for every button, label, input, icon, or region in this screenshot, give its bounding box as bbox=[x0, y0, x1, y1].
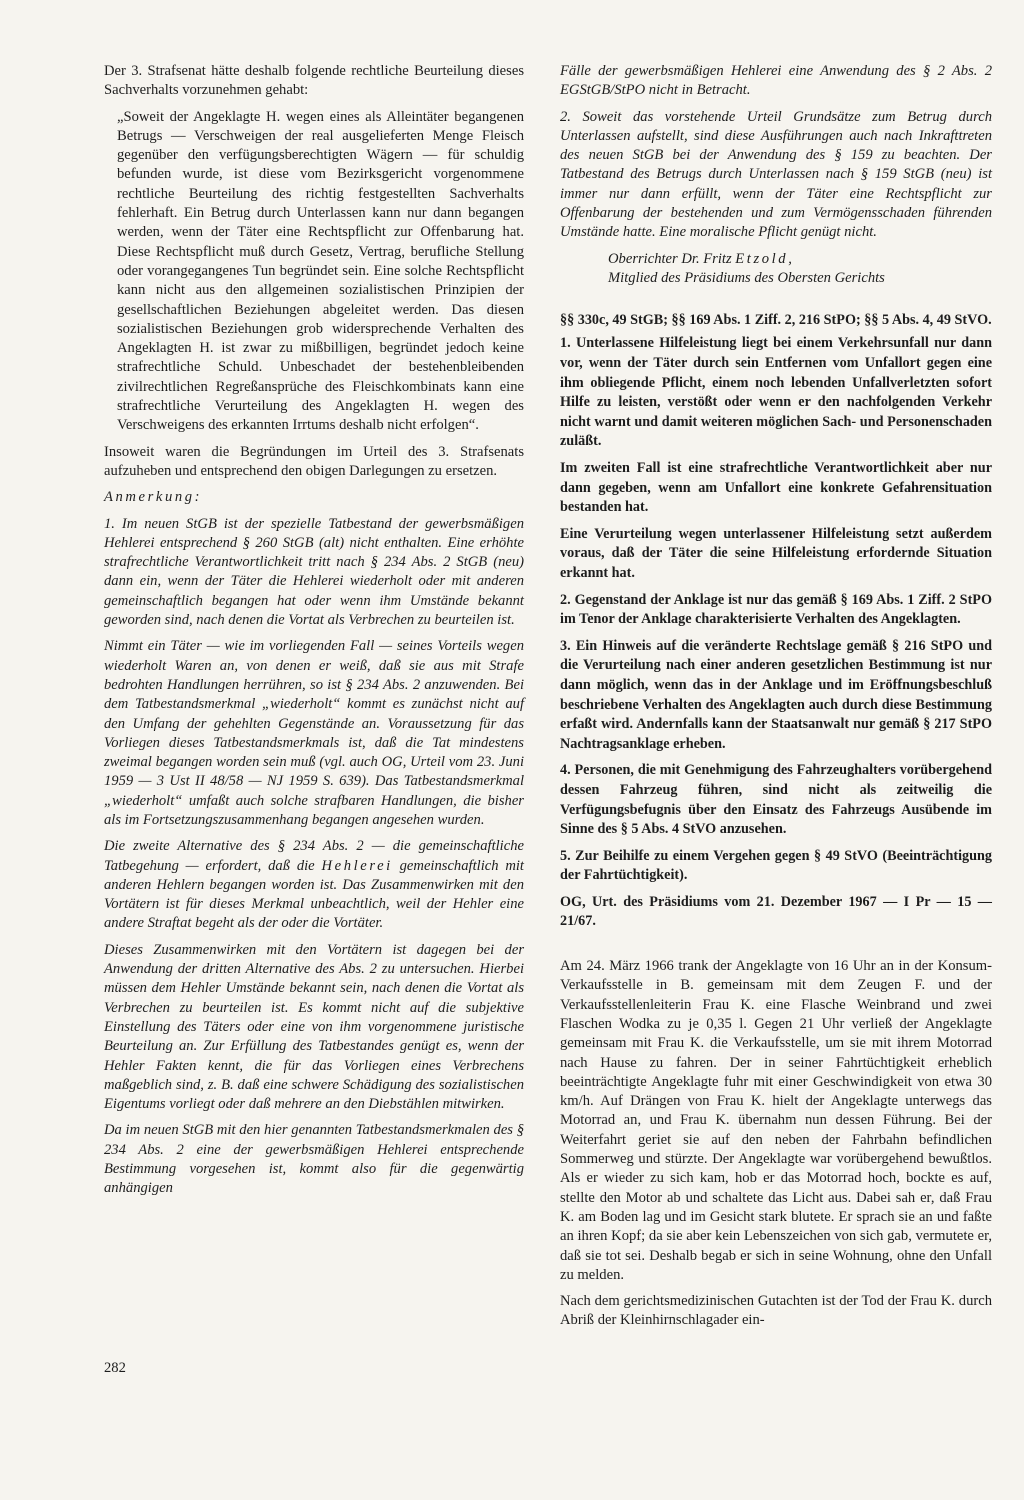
annotation-1: 1. Im neuen StGB ist der spezielle Tatbestand der gewerbsmäßigen Hehlerei entsprechend § 260 StGB (alt) nicht enthalten. Eine erhöhte strafrechtliche Verantwortlichkeit tritt nach § 234 Abs. 2 StGB (neu) dann ein, wenn der Täter die Hehlerei wiederholt oder mit anderen gemeinschaftlich begangen hat oder wenn ihm Umstände bekannt geworden sind, nach denen die Vortat als Verbrechen zu beurteilen ist. bbox=[104, 515, 524, 629]
signature-title: Oberrichter Dr. Fritz bbox=[608, 250, 736, 267]
page-number: 282 bbox=[104, 1360, 126, 1376]
annotation-continued: Fälle der gewerbsmäßigen Hehlerei eine Anwendung des § 2 Abs. 2 EGStGB/StPO nicht in Betracht. bbox=[560, 63, 992, 99]
facts-paragraph-1: Am 24. März 1966 trank der Angeklagte von 16 Uhr an in der Konsum-Verkaufsstelle in B. gemeinsam mit dem Zeugen F. und der Verkaufsstellenleiterin Frau K. eine Flasche Weinbrand und zwei Flaschen Wodka zu je 0,35 l. Gegen 21 Uhr verließ der Angeklagte gemeinsam mit Frau K. die Verkaufsstelle, um sie mit ihrem Motorrad nach Hause zu fahren. Der in seiner Fahrtüchtigkeit erheblich beeinträchtigte Angeklagte fuhr mit einer Geschwindigkeit von etwa 30 km/h. Auf Drängen von Frau K. hielt der Angeklagte unterwegs das Motorrad an, und Frau K. übernahm nun dessen Führung. Bei der Weiterfahrt geriet sie auf den neben der Fahrbahn befindlichen Sommerweg und stürzte. Der Angeklagte war vorübergehend bewußtlos. Als er wieder zu sich kam, hob er das Motorrad hoch, bockte es auf, stellte den Motor ab und schaltete das Licht aus. Dabei sah er, daß Frau K. am Boden lag und im Gesicht stark blutete. Er sprach sie an und faßte an ihren Kopf; da sie aber kein Lebenszeichen von sich gab, vermutete er, daß sie tot sei. Deshalb begab er sich in seine Wohnung, ohne den Unfall zu melden. bbox=[560, 958, 992, 1283]
left-column bbox=[104, 62, 524, 1206]
signature-comma: , bbox=[788, 250, 792, 267]
signature-affiliation: Mitglied des Präsidiums des Obersten Gerichts bbox=[608, 270, 885, 287]
annotation-4: Dieses Zusammenwirken mit den Vortätern ist dagegen bei der Anwendung der dritten Alternative des Abs. 2 zu untersuchen. Hierbei müssen dem Hehler Umstände bekannt sein, nach denen die Vortat als Verbrechen zu beurteilen ist. Es kommt nicht auf die subjektive Einstellung des Täters oder eine von ihm vorgenommene juristische Beurteilung an. Zur Erfüllung des Tatbestandes genügt es, wenn der Hehler Fakten kennt, die für das Vorliegen eines Verbrechens maßgeblich sind, z. B. daß eine schwere Schädigung des sozialistischen Eigentums vorliegt oder daß mehrere an den Diebstählen mitwirken. bbox=[104, 941, 524, 1113]
annotation-3 bbox=[104, 837, 524, 933]
guideline-5: 5. Zur Beihilfe zu einem Vergehen gegen § 49 StVO (Beeinträchtigung der Fahrtüchtigkeit). bbox=[560, 847, 992, 884]
guideline-4: 4. Personen, die mit Genehmigung des Fahrzeughalters vorübergehend dessen Fahrzeug führen, sind nicht als zeitweilig die Verfügungsbefugnis über den Einsatz des Fahrzeugs Ausübende im Sinne des § 5 Abs. 4 StVO anzusehen. bbox=[560, 762, 992, 838]
section-gap bbox=[560, 289, 992, 311]
guideline-1c: Eine Verurteilung wegen unterlassener Hilfeleistung setzt außerdem voraus, daß der Täter die seine Hilfeleistung erfordernde Situation erkannt hat. bbox=[560, 525, 992, 581]
court-citation: OG, Urt. des Präsidiums vom 21. Dezember 1967 — I Pr — 15 — 21/67. bbox=[560, 893, 992, 930]
insoweit-paragraph: Insoweit waren die Begründungen im Urteil des 3. Strafsenats aufzuheben und entsprechend den obigen Darlegungen zu ersetzen. bbox=[104, 443, 524, 479]
guideline-3: 3. Ein Hinweis auf die veränderte Rechtslage gemäß § 216 StPO und die Verurteilung nach einer anderen gesetzlichen Bestimmung ist nur dann möglich, wenn das in der Anklage und im Eröffnungsbeschluß beschriebene Verhalten des Angeklagten auch durch diese Bestimmung erfaßt wird. Andernfalls kann der Staatsanwalt nur gemäß § 217 StPO Nachtragsanklage erheben. bbox=[560, 637, 992, 752]
annotation-3-spaced: Hehlerei bbox=[321, 857, 393, 874]
annotation-3-pre: Die zweite Alternative des § 234 Abs. 2 — die gemeinschaftliche Tatbegehung — erfordert, daß die bbox=[104, 838, 524, 874]
guideline-2: 2. Gegenstand der Anklage ist nur das gemäß § 169 Abs. 1 Ziff. 2 StPO im Tenor der Anklage charakterisierte Verhalten des Angeklagten. bbox=[560, 591, 992, 628]
signature-surname: Etzold bbox=[735, 250, 789, 267]
statute-heading: §§ 330c, 49 StGB; §§ 169 Abs. 1 Ziff. 2, 216 StPO; §§ 5 Abs. 4, 49 StVO. bbox=[560, 311, 992, 328]
annotation-2: Nimmt ein Täter — wie im vorliegenden Fall — seines Vorteils wegen wiederholt Waren an, von denen er weiß, daß sie aus mit Strafe bedrohten Handlungen herrühren, so ist § 234 Abs. 2 anzuwenden. Bei dem Tatbestandsmerkmal „wiederholt“ kommt es zunächst nicht auf den Umfang der gehehlten Gegenstände an. Voraussetzung für das Vorliegen dieses Tatbestandsmerkmals ist, daß die Tat mindestens zweimal begangen worden sein muß (vgl. auch OG, Urteil vom 23. Juni 1959 — 3 Ust II 48/58 — NJ 1959 S. 639). Das Tatbestandsmerkmal „wiederholt“ umfaßt auch solche strafbaren Handlungen, die bisher als im Fortsetzungszusammenhang begangen angesehen wurden. bbox=[104, 638, 524, 828]
anmerkung-label: Anmerkung: bbox=[104, 489, 203, 506]
guideline-1b: Im zweiten Fall ist eine strafrechtliche Verantwortlichkeit aber nur dann gegeben, wenn am Unfallort eine konkrete Gefahrensituation bestanden hat. bbox=[560, 460, 992, 516]
court-quote: „Soweit der Angeklagte H. wegen eines als Alleintäter begangenen Betrugs — Verschweigen der real ausgelieferten Menge Fleisch gegenüber den verfügungsberechtigten Wägern — für schuldig befunden wurde, ist diese vom Bezirksgericht vorgenommene rechtliche Beurteilung des richtig festgestellten Sachverhalts fehlerhaft. Ein Betrug durch Unterlassen kann nur dann begangen werden, wenn der Täter eine Rechtspflicht zur Offenbarung hat. Diese Rechtspflicht muß durch Gesetz, Vertrag, berufliche Stellung oder vorangegangenes Tun begründet sein. Eine solche Rechtspflicht kann nicht aus den allgemeinen sozialistischen Prinzipien der gesellschaftlichen Beziehungen abgeleitet werden. Das diesen sozialistischen Beziehungen grob widersprechende Verhalten des Angeklagten H. ist zwar zu mißbilligen, begründet jedoch keine strafrechtliche Schuld. Unbeschadet der bestehenbleibenden zivilrechtlichen Regreßansprüche des Fleischkombinats kann eine strafrechtliche Verurteilung des Angeklagten H. wegen des Verschweigens des erkannten Irrtums deshalb nicht erfolgen“. bbox=[117, 108, 524, 434]
guideline-1: 1. Unterlassene Hilfeleistung liegt bei einem Verkehrsunfall nur dann vor, wenn der Täter durch sein Entfernen vom Unfallort gegen eine ihm obliegende Pflicht, einem noch lebenden Unfallverletzten sofort Hilfe zu leisten, verstößt oder wenn er den nachfolgenden Verkehr nicht warnt und damit weiteren möglichen Sach- und Personenschaden zuläßt. bbox=[560, 335, 992, 450]
intro-paragraph: Der 3. Strafsenat hätte deshalb folgende rechtliche Beurteilung dieses Sachverhalts vorzunehmen gehabt: bbox=[104, 63, 524, 99]
annotation-3-post: gemeinschaftlich mit anderen Hehlern begangen worden ist. Das Zusammenwirken mit den Vortätern ist für dieses Merkmal unbeachtlich, weil der Hehler eine andere Straftat begeht als der oder die Vortäter. bbox=[104, 857, 524, 932]
signature-name bbox=[560, 250, 992, 270]
right-column bbox=[560, 62, 992, 1338]
annotation-point-2: 2. Soweit das vorstehende Urteil Grundsätze zum Betrug durch Unterlassen aufstellt, sind diese Ausführungen auch nach Inkrafttreten des neuen StGB bei der Anwendung des § 159 zu beachten. Der Tatbestand des Betrugs durch Unterlassen nach § 159 StGB (neu) ist immer nur dann erfüllt, wenn der Täter eine Rechtspflicht zur Offenbarung der bestehenden und zum Vermögensschaden führenden Umstände hatte. Eine moralische Pflicht genügt nicht. bbox=[560, 108, 992, 241]
facts-paragraph-2: Nach dem gerichtsmedizinischen Gutachten ist der Tod der Frau K. durch Abriß der Kleinhirnschlagader ein- bbox=[560, 1293, 992, 1329]
section-gap-2 bbox=[560, 939, 992, 957]
annotation-5: Da im neuen StGB mit den hier genannten Tatbestandsmerkmalen des § 234 Abs. 2 eine der gewerbsmäßigen Hehlerei entsprechende Bestimmung vorgesehen ist, kommt also für die gegenwärtig anhängigen bbox=[104, 1122, 524, 1197]
